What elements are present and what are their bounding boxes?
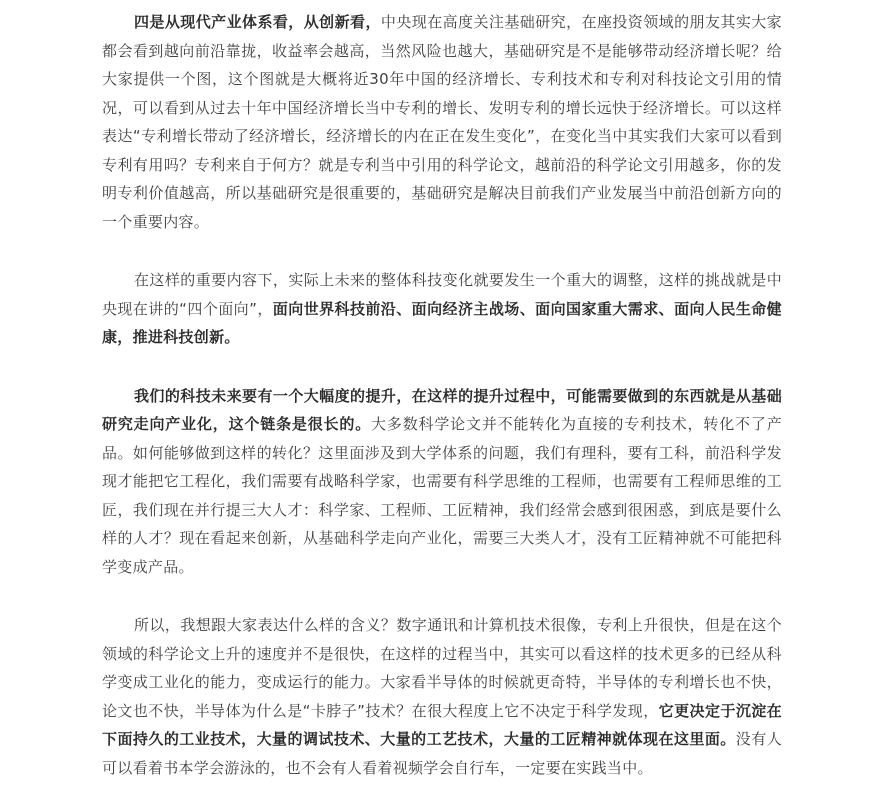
article-body — [102, 8, 782, 782]
paragraph-1-text: 中央现在高度关注基础研究，在座投资领域的朋友其实大家都会看到越向前沿靠拢，收益率会越高，当然风险也越大，基础研究是不是能够带动经济增长呢？给大家提供一个图，这个图就是大概将近30年中国的经济增长、专利技术和专利对科技论文引用的情况，可以看到从过去十年中国经济增长当中专利的增长、发明专利的增长远快于经济增长。可以这样表达“专利增长带动了经济增长，经济增长的内在正在发生变化”，在变化当中其实我们大家可以看到专利有用吗？专利来自于何方？就是专利当中引用的科学论文，越前沿的科学论文引用越多，你的发明专利价值越高，所以基础研究是很重要的，基础研究是解决目前我们产业发展当中前沿创新方向的一个重要内容。 — [102, 13, 782, 231]
paragraph-4-text-end: 没有人可以看着书本学会游泳的，也不会有人看着视频学会自行车，一定要在实践当中。 — [102, 730, 782, 777]
paragraph-4 — [102, 611, 782, 782]
paragraph-3-bold-lead: 我们的科技未来要有一个大幅度的提升，在这样的提升过程中，可能需要做到的东西就是从基础研究走向产业化，这个链条是很长的。 — [102, 386, 782, 433]
paragraph-4-text: 所以，我想跟大家表达什么样的含义？数字通讯和计算机技术很像，专利上升很快，但是在这个领域的科学论文上升的速度并不是很快，在这样的过程当中，其实可以看这样的技术更多的已经从科学变成工业化的能力，变成运行的能力。大家看半导体的时候就更奇特，半导体的专利增长也不快，论文也不快，半导体为什么是“卡脖子”技术？在很大程度上它不决定于科学发现， — [102, 616, 782, 720]
paragraph-1-bold-lead: 四是从现代产业体系看，从创新看， — [134, 13, 381, 31]
paragraph-2-bold-tail: 面向世界科技前沿、面向经济主战场、面向国家重大需求、面向人民生命健康，推进科技创新。 — [102, 299, 782, 346]
paragraph-3 — [102, 382, 782, 582]
paragraph-1 — [102, 8, 782, 236]
paragraph-2 — [102, 266, 782, 352]
paragraph-4-bold-middle: 它更决定于沉淀在下面持久的工业技术，大量的调试技术、大量的工艺技术，大量的工匠精神就体现在这里面。 — [102, 701, 782, 748]
paragraph-2-text: 在这样的重要内容下，实际上未来的整体科技变化就要发生一个重大的调整，这样的挑战就是中央现在讲的“四个面向”， — [102, 271, 782, 318]
paragraph-3-text: 大多数科学论文并不能转化为直接的专利技术，转化不了产品。如何能够做到这样的转化？这里面涉及到大学体系的问题，我们有理科，要有工科，前沿科学发现才能把它工程化，我们需要有战略科学家，也需要有科学思维的工程师，也需要有工程师思维的工匠，我们现在并行提三大人才：科学家、工程师、工匠精神，我们经常会感到很困惑，到底是要什么样的人才？现在看起来创新，从基础科学走向产业化，需要三大类人才，没有工匠精神就不可能把科学变成产品。 — [102, 415, 782, 576]
